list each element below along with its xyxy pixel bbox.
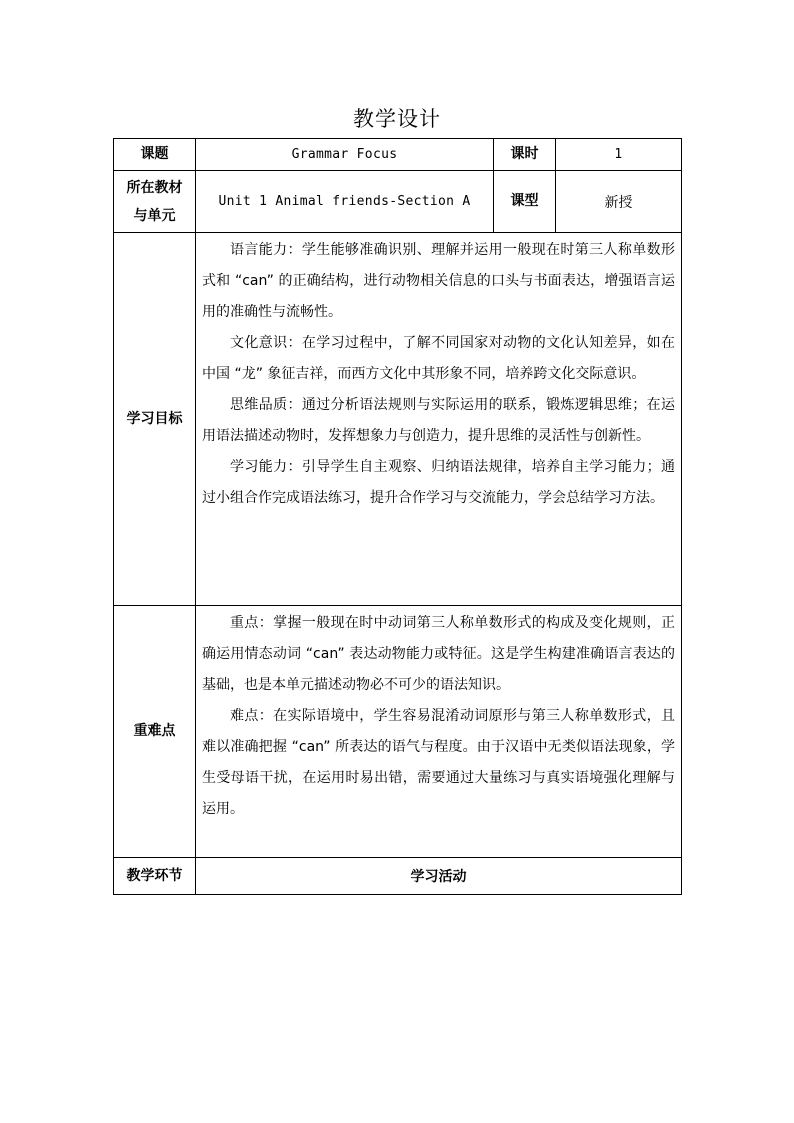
page-title: 教学设计 — [353, 107, 441, 131]
period-value: 1 — [556, 139, 682, 171]
unit-label — [114, 171, 196, 233]
keypoint-focus: 重点：掌握一般现在时中动词第三人称单数形式的构成及变化规则，正确运用情态动词 “can” 表达动物能力或特征。这是学生构建准确语言表达的基础，也是本单元描述动物必不可少的语法知识。 — [202, 615, 675, 693]
unit-value: Unit 1 Animal friends-Section A — [196, 171, 494, 233]
lesson-plan-table — [113, 138, 682, 895]
keypoints-row — [114, 606, 682, 858]
objective-thinking: 思维品质：通过分析语法规则与实际运用的联系，锻炼逻辑思维；在运用语法描述动物时，发挥想象力与创造力，提升思维的灵活性与创新性。 — [202, 397, 675, 444]
topic-value: Grammar Focus — [196, 139, 494, 171]
objective-culture: 文化意识：在学习过程中，了解不同国家对动物的文化认知差异，如在中国 “龙” 象征吉祥，而西方文化中其形象不同，培养跨文化交际意识。 — [202, 335, 675, 382]
keypoints-content — [196, 606, 682, 858]
objectives-label: 学习目标 — [114, 233, 196, 606]
objective-learning: 学习能力：引导学生自主观察、归纳语法规律，培养自主学习能力；通过小组合作完成语法练习，提升合作学习与交流能力，学会总结学习方法。 — [202, 459, 675, 506]
unit-row — [114, 171, 682, 233]
lesson-type-value: 新授 — [556, 171, 682, 233]
objectives-row — [114, 233, 682, 606]
keypoint-difficulty: 难点：在实际语境中，学生容易混淆动词原形与第三人称单数形式，且难以准确把握 “can” 所表达的语气与程度。由于汉语中无类似语法现象，学生受母语干扰，在运用时易出错，需要通过大量练习与真实语境强化理解与运用。 — [202, 708, 675, 817]
activity-header: 学习活动 — [196, 858, 682, 895]
keypoints-label: 重难点 — [114, 606, 196, 858]
lesson-type-label: 课型 — [494, 171, 556, 233]
objective-language: 语言能力：学生能够准确识别、理解并运用一般现在时第三人称单数形式和 “can” 的正确结构，进行动物相关信息的口头与书面表达，增强语言运用的准确性与流畅性。 — [202, 242, 675, 320]
period-label: 课时 — [494, 139, 556, 171]
stage-label: 教学环节 — [114, 858, 196, 895]
stage-row — [114, 858, 682, 895]
unit-label-text: 所在教材与单元 — [126, 179, 183, 224]
topic-label: 课题 — [114, 139, 196, 171]
objectives-content — [196, 233, 682, 606]
topic-row — [114, 139, 682, 171]
